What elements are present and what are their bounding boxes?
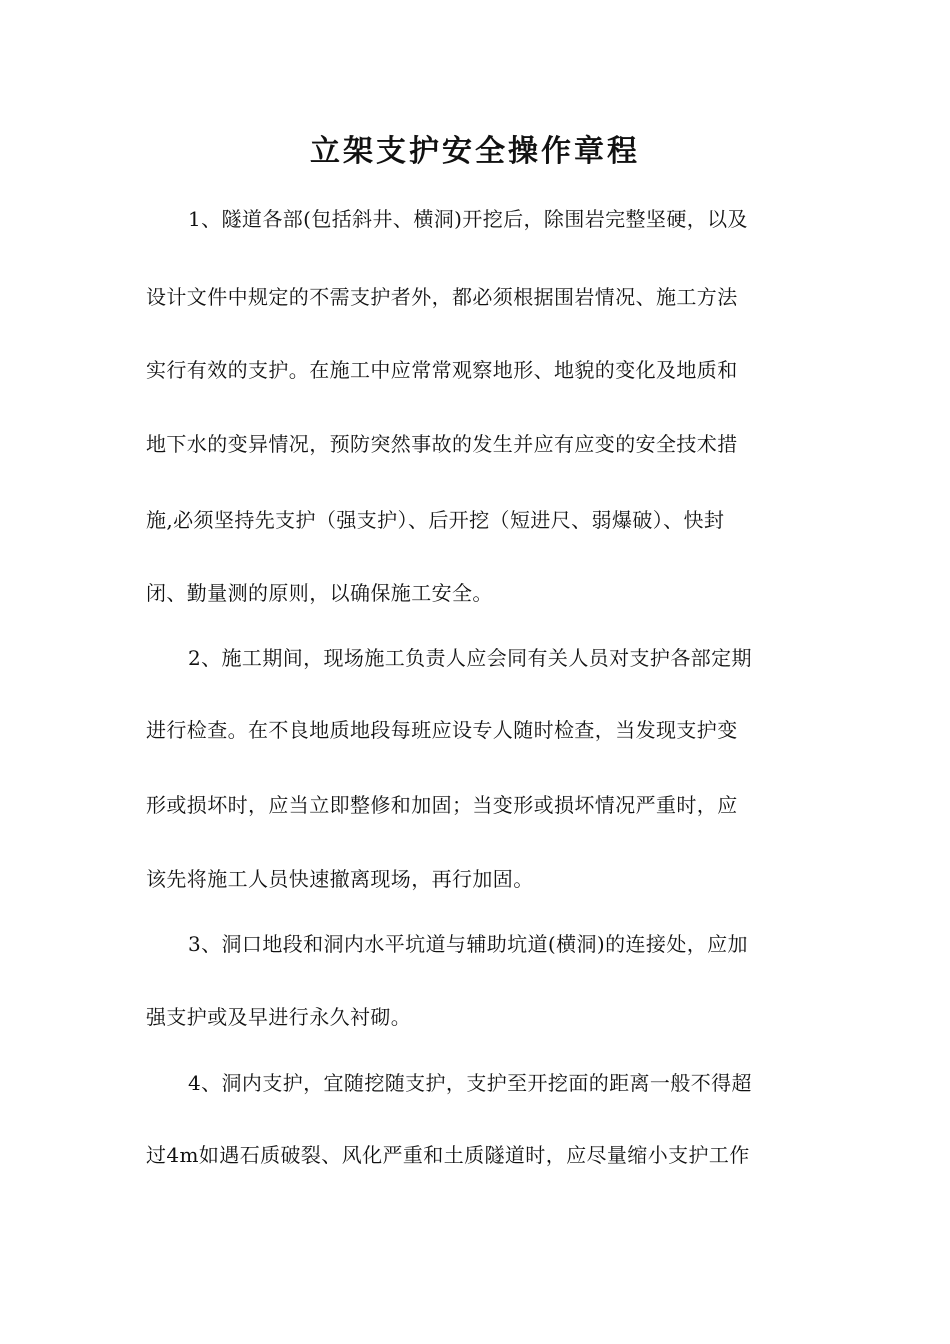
paragraph-2-line-1: 2、施工期间，现场施工负责人应会同有关人员对支护各部定期 [188, 646, 752, 670]
paragraph-1-line-1: 1、隧道各部(包括斜井、横洞)开挖后，除围岩完整坚硬，以及 [188, 207, 748, 231]
paragraph-2-line-4: 该先将施工人员快速撤离现场，再行加固。 [146, 867, 534, 891]
paragraph-1-line-5: 施,必须坚持先支护（强支护）、后开挖（短进尺、弱爆破）、快封 [146, 508, 725, 532]
paragraph-3-line-2: 强支护或及早进行永久衬砌。 [146, 1005, 412, 1029]
paragraph-1-line-3: 实行有效的支护。在施工中应常常观察地形、地貌的变化及地质和 [146, 358, 738, 382]
paragraph-4-line-2: 过4m如遇石质破裂、风化严重和土质隧道时，应尽量缩小支护工作 [146, 1143, 750, 1167]
document-title: 立架支护安全操作章程 [310, 134, 640, 169]
paragraph-1-line-2: 设计文件中规定的不需支护者外，都必须根据围岩情况、施工方法 [146, 285, 738, 309]
paragraph-4-line-1: 4、洞内支护，宜随挖随支护，支护至开挖面的距离一般不得超 [188, 1071, 752, 1095]
paragraph-2-line-3: 形或损坏时，应当立即整修和加固；当变形或损坏情况严重时，应 [146, 793, 738, 817]
paragraph-3-line-1: 3、洞口地段和洞内水平坑道与辅助坑道(横洞)的连接处，应加 [188, 932, 748, 956]
paragraph-1-line-6: 闭、勤量测的原则，以确保施工安全。 [146, 581, 493, 605]
paragraph-2-line-2: 进行检查。在不良地质地段每班应设专人随时检查，当发现支护变 [146, 718, 738, 742]
paragraph-1-line-4: 地下水的变异情况，预防突然事故的发生并应有应变的安全技术措 [146, 432, 738, 456]
